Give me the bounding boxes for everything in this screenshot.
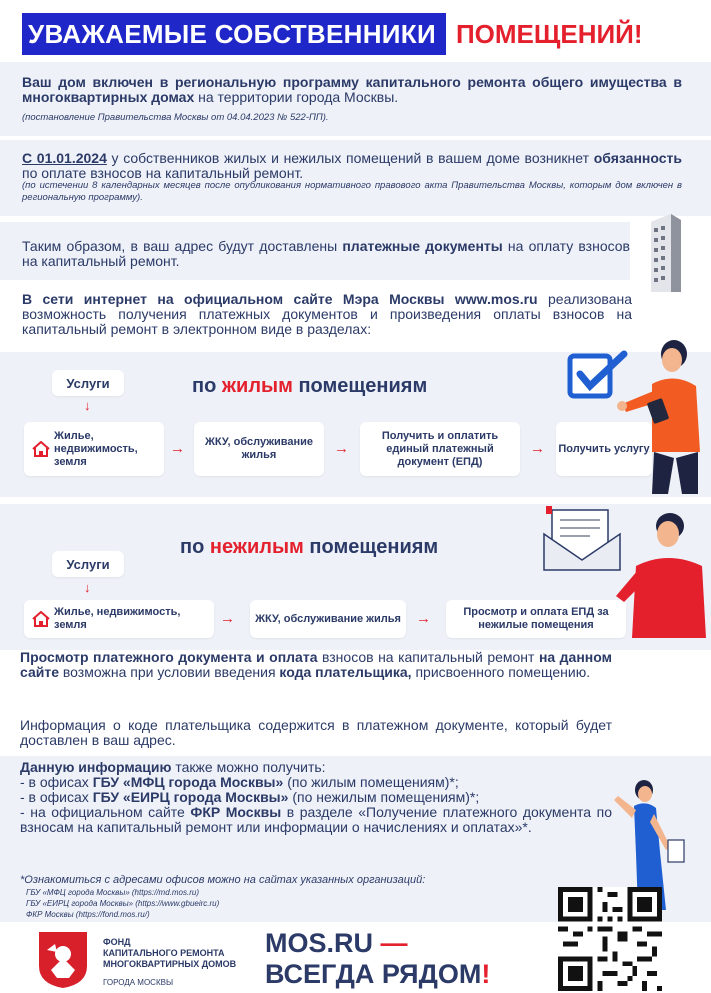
slogan-exclaim: ! [481,959,491,989]
right-arrow-icon: → [334,440,349,457]
down-arrow-icon: ↓ [84,398,91,413]
documents-text-a: Таким образом, в ваш адрес будут доставлены [22,238,343,254]
program-text-c: на территории города Москвы. [194,89,399,105]
office-bullet-fkr [20,805,612,835]
right-arrow-icon: → [220,610,235,627]
documents-text-c: на оплату взносов на капитальный ремонт. [22,238,630,269]
office-bullet-mfc [20,775,612,790]
obligation-paragraph [22,151,682,181]
step-housing-label: Жилье, недвижимость, земля [54,429,138,468]
obligation-text-b: обязанность [593,150,682,166]
link-eirc[interactable]: ГБУ «ЕИРЦ города Москвы» (https://www.gbueirc.ru) [26,899,220,908]
office-bullet-eirc [20,790,612,805]
house-icon [32,441,50,457]
down-arrow-icon: ↓ [84,580,91,595]
right-arrow-icon: → [530,440,545,457]
nonresidential-heading-red: нежилым [209,536,304,558]
payer-text-e: кода плательщика, [279,664,412,680]
step-epd-residential[interactable]: Получить и оплатить единый платежный документ (ЕПД) [360,422,520,476]
bullet-prefix: - на официальном сайте [20,804,191,820]
program-text-a: Ваш дом включен [22,74,160,90]
mfc-name: ГБУ «МФЦ города Москвы» [92,774,284,790]
offices-intro-b: также можно получить: [171,759,326,775]
residential-heading-red: жилым [221,375,293,397]
fund-line-2: КАПИТАЛЬНОГО РЕМОНТА [103,948,225,958]
offices-footnote: *Ознакомиться с адресами офисов можно на сайтах указанных организаций: [20,874,426,886]
obligation-date: С 01.01.2024 [22,150,107,166]
payer-code-paragraph [20,650,612,680]
link-mfc[interactable]: ГБУ «МФЦ города Москвы» (https://md.mos.ru) [26,888,200,897]
eirc-suffix: (по нежилым помещениям)*; [288,789,480,805]
website-text-b: реализована возможность получения платежных документов и произведения оплаты взносов на капитальный ремонт в электронном виде в разделах: [22,291,633,337]
title-red-part: ПОМЕЩЕНИЙ! [455,18,643,49]
services-chip-nonresidential[interactable]: Услуги [52,551,124,577]
step-housing-label-2: Жилье, недвижимость, земля [54,606,181,631]
step-epd-nonresidential[interactable]: Просмотр и оплата ЕПД за нежилые помещения [446,600,626,638]
mfc-suffix: (по жилым помещениям)*; [283,774,459,790]
program-note: (постановление Правительства Москвы от 04.04.2023 № 522-ПП). [22,112,329,123]
offices-block [20,760,612,835]
page-title [22,12,643,56]
slogan-always: ВСЕГДА РЯДОМ [265,959,482,989]
right-arrow-icon: → [170,440,185,457]
link-fkr[interactable]: ФКР Москвы (https://fond.mos.ru/) [26,910,150,919]
building-icon [645,212,683,294]
slogan-dash: — [380,928,408,958]
residential-heading-b: помещениям [292,375,428,397]
man-illustration [612,508,706,638]
payer-text-f: присвоенного помещению. [411,664,591,680]
links-block [26,887,219,920]
fund-line-1: ФОНД [103,937,131,947]
code-info-paragraph: Информация о коде плательщика содержится в платежном документе, который будет доставлен в ваш адрес. [20,717,612,748]
qr-code[interactable] [556,887,664,991]
nonresidential-heading [180,536,438,559]
website-text-a: В сети интернет на официальном сайте Мэра Москвы www.mos.ru [22,291,538,307]
fkr-suffix: в разделе «Получение платежного документа по взносам на капитальный ремонт или информации о начислениях и оплатах»*. [20,804,613,835]
offices-intro [20,760,612,775]
offices-intro-a: Данную информацию [20,759,172,775]
fkr-name: ФКР Москвы [190,804,282,820]
program-text-b: в региональную программу капитального ремонта общего имущества в многоквартирных домах [22,74,682,105]
bullet-prefix: - в офисах [20,789,93,805]
payer-text-a: Просмотр платежного документа и оплата [20,649,318,665]
documents-text-b: платежные документы [342,238,503,254]
payer-text-d: возможна при условии введения [59,664,280,680]
step-zhku-residential[interactable]: ЖКУ, обслуживание жилья [194,422,324,476]
fund-city: ГОРОДА МОСКВЫ [103,978,174,987]
nonresidential-heading-b: помещениям [303,536,439,558]
eirc-name: ГБУ «ЕИРЦ города Москвы» [92,789,289,805]
nonresidential-heading-a: по [180,536,210,558]
residential-heading-a: по [192,375,222,397]
slogan-line-2 [265,959,490,990]
step-zhku-nonresidential[interactable]: ЖКУ, обслуживание жилья [250,600,406,638]
man-with-tablet-illustration [612,334,702,494]
website-paragraph [22,292,632,337]
obligation-text-c: по оплате взносов на капитальный ремонт. [22,165,304,181]
fund-line-3: МНОГОКВАРТИРНЫХ ДОМОВ [103,959,237,969]
title-blue-part: УВАЖАЕМЫЕ СОБСТВЕННИКИ [22,13,446,55]
services-chip-residential[interactable]: Услуги [52,370,124,396]
slogan-mosru: MOS.RU [265,928,381,958]
right-arrow-icon: → [416,610,431,627]
documents-paragraph [22,239,630,269]
payer-text-b: взносов на капитальный ремонт [317,649,539,665]
moscow-coat-of-arms-logo [33,930,93,990]
residential-heading [192,375,427,398]
step-housing-nonresidential[interactable] [24,600,214,638]
payer-text-c: на данном сайте [20,649,612,680]
obligation-text-a: у собственников жилых и нежилых помещений в вашем доме возникнет [106,150,594,166]
mosru-slogan [265,928,490,990]
step-get-service[interactable]: Получить услугу [556,422,652,476]
obligation-note: (по истечении 8 календарных месяцев после опубликования нормативного правового акта Правительства Москвы, которым дом включен в региональную программу). [22,180,682,203]
house-icon [32,611,50,627]
fund-name [103,937,236,970]
program-paragraph [22,75,682,105]
slogan-line-1 [265,928,490,959]
bullet-prefix: - в офисах [20,774,93,790]
